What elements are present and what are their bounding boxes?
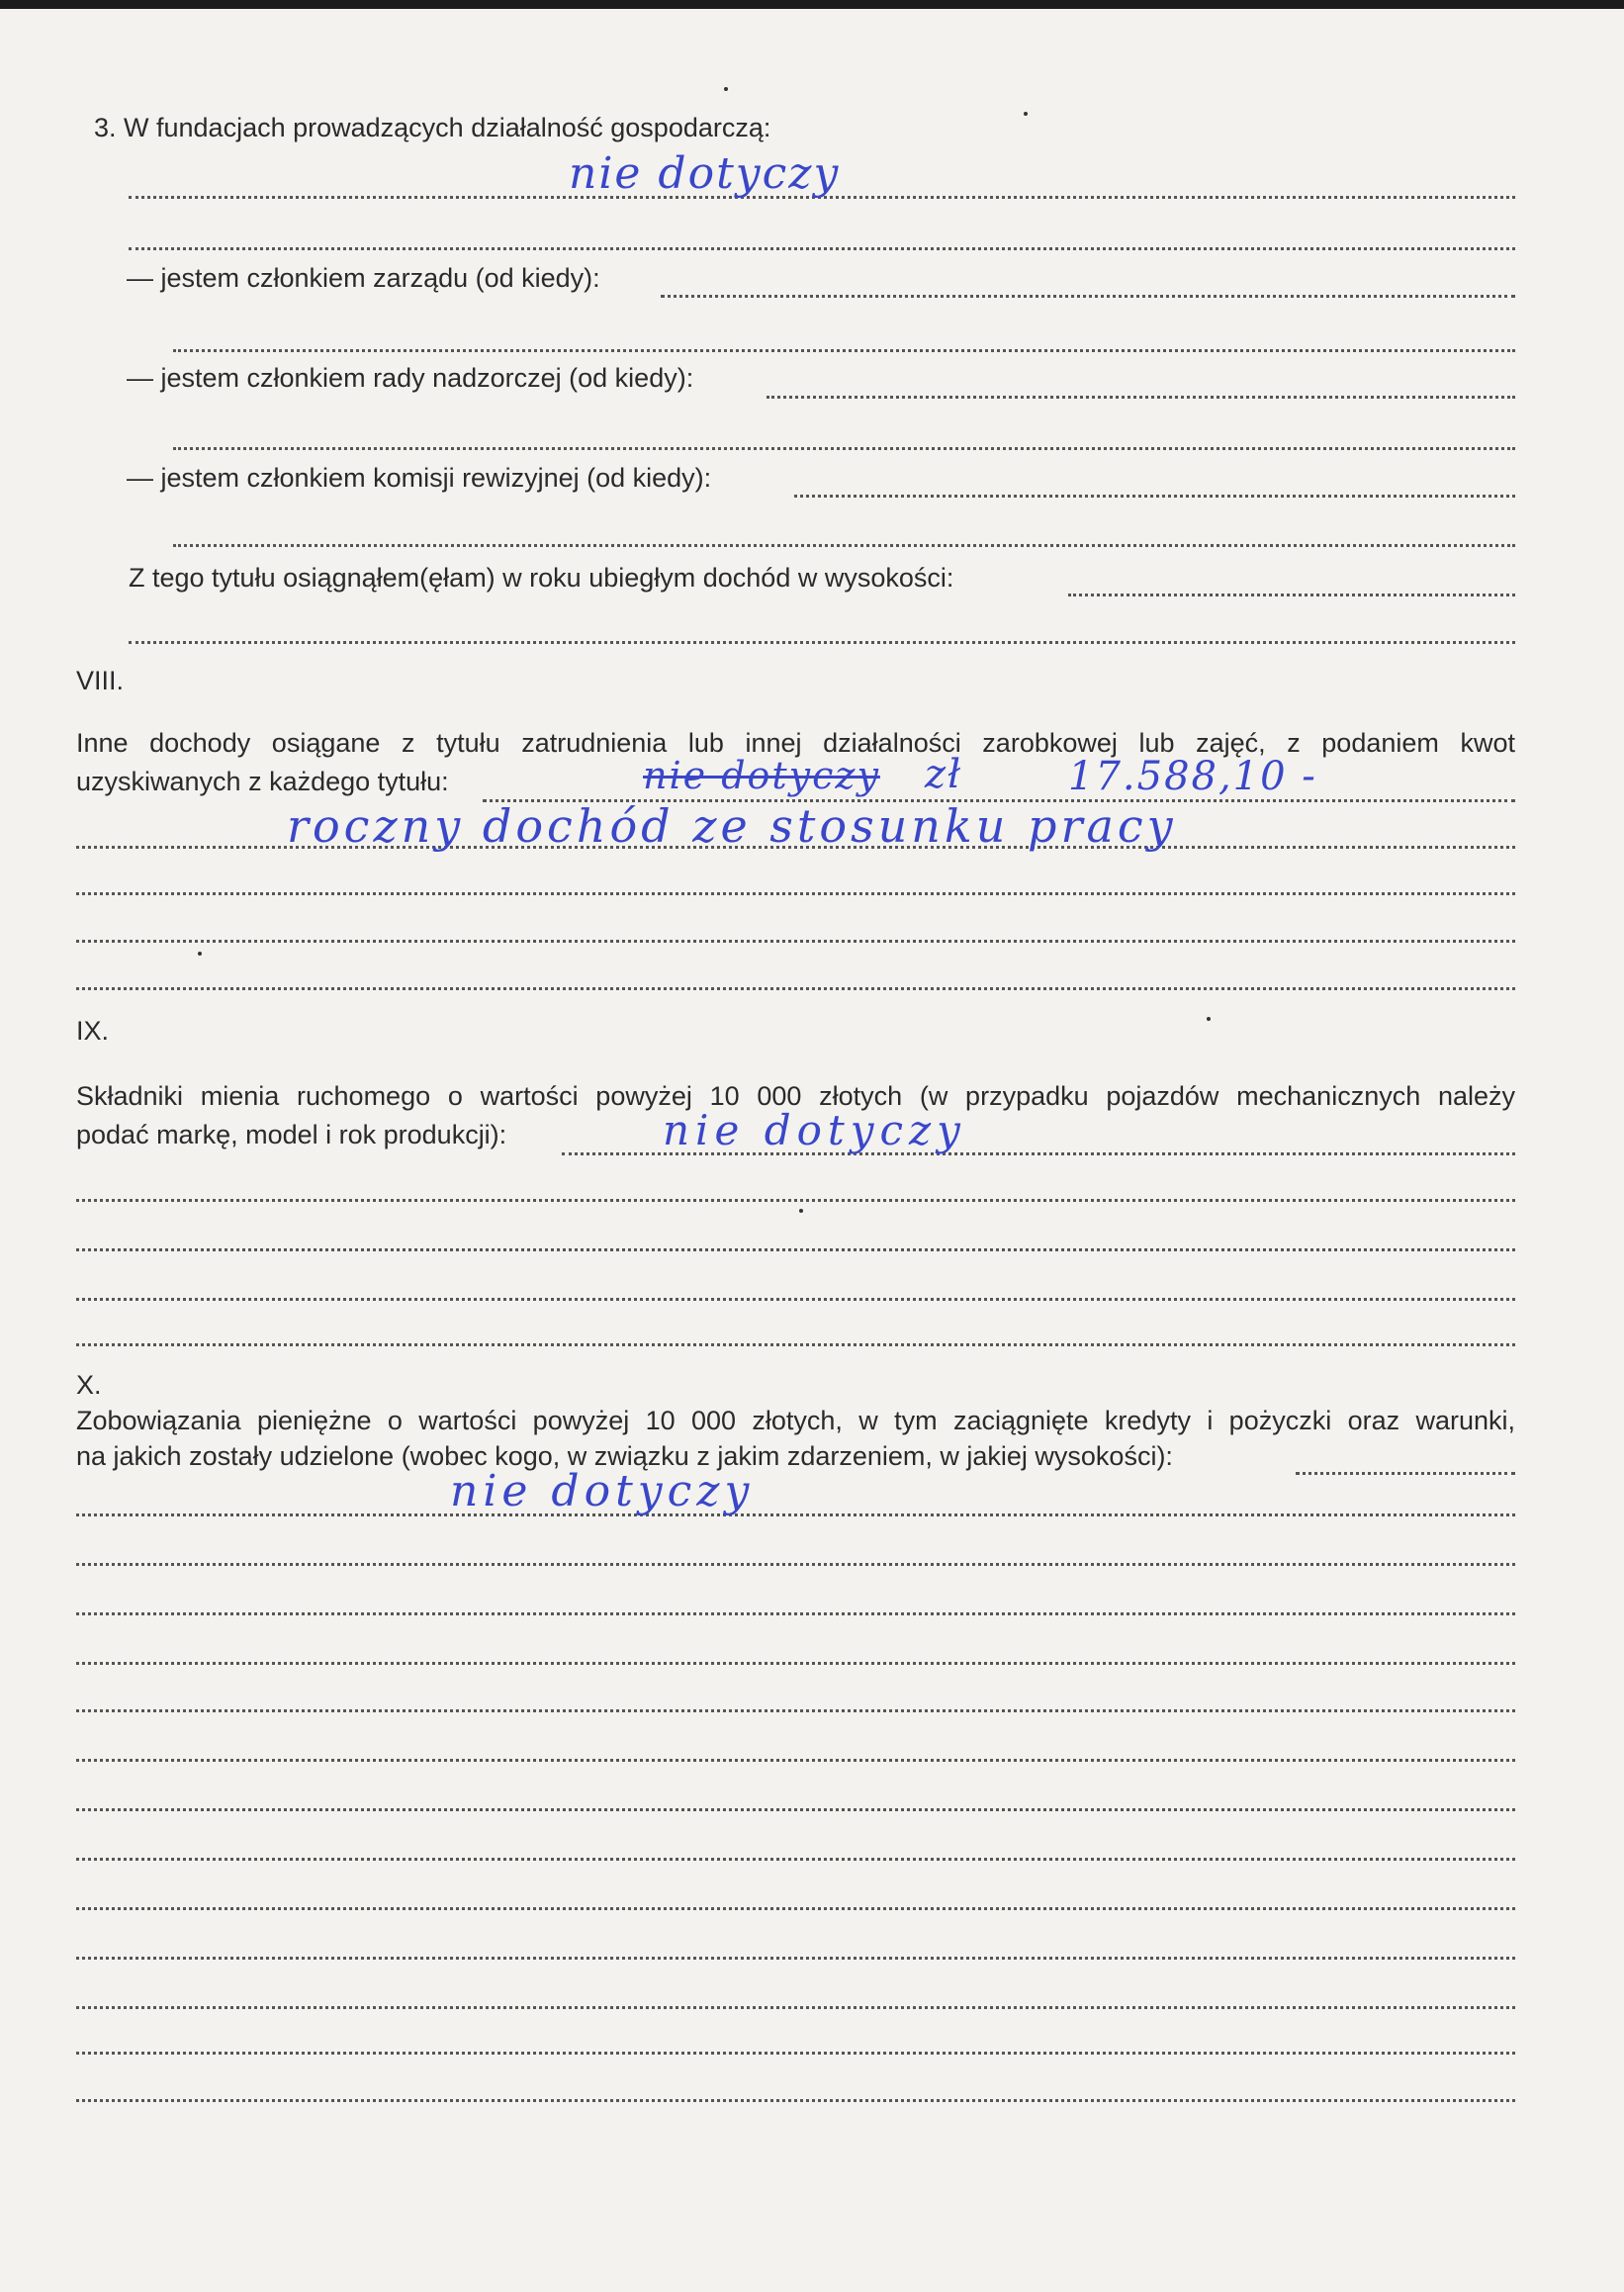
section8-struck-handwriting: nie dotyczy <box>643 754 880 797</box>
scan-speck <box>799 1209 803 1213</box>
answer-line <box>76 892 1515 895</box>
answer-line <box>76 1343 1515 1346</box>
answer-line <box>767 396 1515 399</box>
section8-text-line2: uzyskiwanych z każdego tytułu: <box>76 767 449 796</box>
answer-line <box>129 641 1515 644</box>
answer-line <box>76 1709 1515 1712</box>
section3-heading: 3. W fundacjach prowadzących działalność gospodarczą: <box>94 113 771 142</box>
answer-line <box>76 1513 1515 1516</box>
answer-line <box>76 1957 1515 1960</box>
answer-line <box>76 2006 1515 2009</box>
section10-numeral: X. <box>76 1370 102 1400</box>
answer-line <box>661 295 1515 298</box>
section10-text-line2: na jakich zostały udzielone (wobec kogo, w związku z jakim zdarzeniem, w jakiej wysokości): <box>76 1441 1173 1471</box>
answer-line <box>76 1808 1515 1811</box>
scan-speck <box>1024 112 1028 116</box>
answer-line <box>1068 594 1515 596</box>
income-label: Z tego tytułu osiągnąłem(ęłam) w roku ubiegłym dochód w wysokości: <box>129 563 954 593</box>
answer-line <box>1296 1472 1515 1475</box>
section8-handwriting-line2: roczny dochód ze stosunku pracy <box>287 799 1177 853</box>
answer-line <box>76 1612 1515 1615</box>
answer-line <box>129 247 1515 250</box>
scan-speck <box>724 87 728 91</box>
answer-line <box>76 1563 1515 1566</box>
section9-text-line1: Składniki mienia ruchomego o wartości powyżej 10 000 złotych (w przypadku pojazdów mechanicznych należy <box>76 1081 1515 1111</box>
answer-line <box>76 1248 1515 1251</box>
section8-numeral: VIII. <box>76 666 125 695</box>
audit-committee-label: — jestem członkiem komisji rewizyjnej (od kiedy): <box>127 463 712 493</box>
section3-handwriting: nie dotyczy <box>569 148 841 199</box>
answer-line <box>76 1199 1515 1202</box>
section9-numeral: IX. <box>76 1016 110 1046</box>
answer-line <box>173 349 1515 352</box>
supervisory-board-label: — jestem członkiem rady nadzorczej (od kiedy): <box>127 363 694 393</box>
answer-line <box>76 940 1515 943</box>
scan-speck <box>1207 1017 1211 1021</box>
answer-line <box>76 1858 1515 1861</box>
answer-line <box>76 2052 1515 2055</box>
section9-text-line2: podać markę, model i rok produkcji): <box>76 1120 507 1149</box>
answer-line <box>76 2099 1515 2102</box>
section9-handwriting: nie dotyczy <box>663 1106 966 1154</box>
answer-line <box>794 495 1515 498</box>
section8-currency-handwriting: zł <box>925 752 963 797</box>
answer-line <box>173 544 1515 547</box>
section8-text-line1: Inne dochody osiągane z tytułu zatrudnienia lub innej działalności zarobkowej lub zajęć, z podaniem kwot <box>76 728 1515 758</box>
answer-line <box>76 1907 1515 1910</box>
answer-line <box>76 1662 1515 1665</box>
answer-line <box>76 1759 1515 1762</box>
scan-speck <box>198 952 202 956</box>
section8-amount-handwriting: 17.588,10 - <box>1068 754 1317 799</box>
answer-line <box>173 447 1515 450</box>
answer-line <box>76 987 1515 990</box>
section10-handwriting: nie dotyczy <box>450 1466 755 1516</box>
scan-edge <box>0 0 1624 9</box>
section10-text-line1: Zobowiązania pieniężne o wartości powyżej 10 000 złotych, w tym zaciągnięte kredyty i pożyczki oraz warunki, <box>76 1406 1515 1435</box>
answer-line <box>76 1298 1515 1301</box>
board-member-label: — jestem członkiem zarządu (od kiedy): <box>127 263 600 293</box>
